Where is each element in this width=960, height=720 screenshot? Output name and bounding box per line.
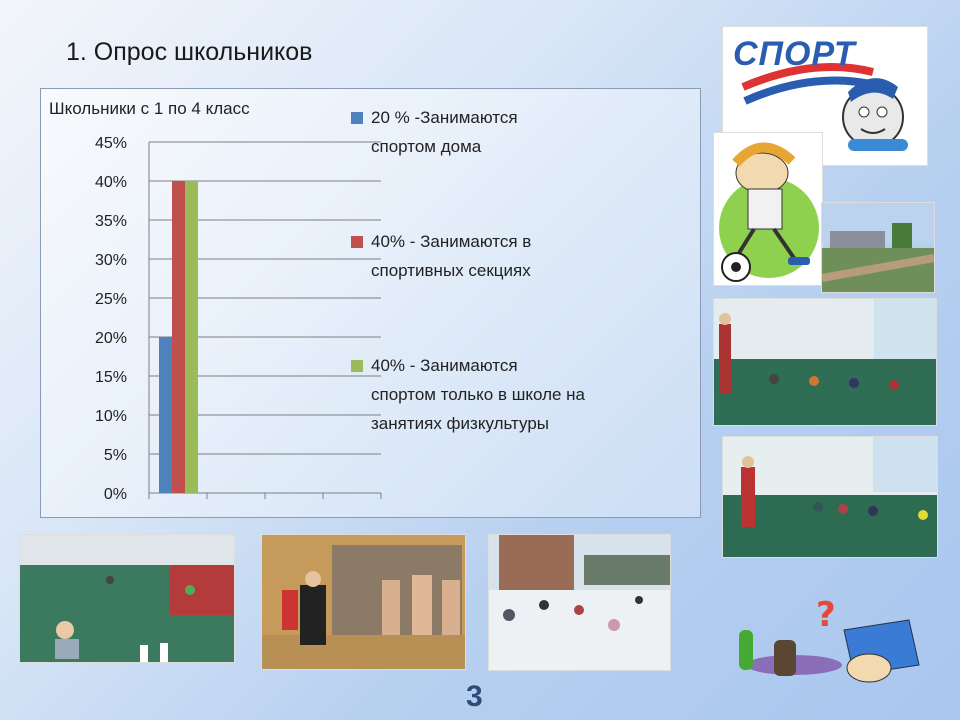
gym-floor-photo xyxy=(19,534,235,663)
y-tick-label: 20% xyxy=(94,330,127,347)
legend-swatch-sections xyxy=(351,236,363,248)
y-tick-label: 0% xyxy=(103,486,127,503)
girl-football-image xyxy=(713,132,823,286)
y-tick-label: 25% xyxy=(94,291,127,308)
legend-label-home: 20 % -Занимаются спортом дома xyxy=(371,108,518,156)
legend-swatch-school xyxy=(351,360,363,372)
y-tick-label: 35% xyxy=(94,213,127,230)
legend-label-sections: 40% - Занимаются в спортивных секциях xyxy=(371,232,532,280)
legend-swatch-home xyxy=(351,112,363,124)
slide-number: 3 xyxy=(466,680,483,713)
legend-item-sections xyxy=(371,227,586,285)
chart-title: Школьники с 1 по 4 класс xyxy=(49,99,250,118)
y-tick-label: 30% xyxy=(94,252,127,269)
gym-group-photo xyxy=(261,534,466,670)
legend-item-school xyxy=(371,351,586,438)
sport-logo-text: СПОРТ xyxy=(733,35,856,73)
legend-item-home xyxy=(371,103,586,161)
y-tick-label: 15% xyxy=(94,369,127,386)
legend-label-school: 40% - Занимаются спортом только в школе на занятиях физкультуры xyxy=(371,356,586,433)
bar-series-2 xyxy=(172,181,185,493)
sleeping-student-image xyxy=(734,590,930,690)
winter-outdoor-photo xyxy=(488,534,671,671)
stadium-photo xyxy=(821,202,935,293)
svg-text:?: ? xyxy=(816,595,836,635)
slide-title: 1. Опрос школьников xyxy=(66,38,313,66)
bar-chart xyxy=(40,88,701,518)
y-tick-label: 5% xyxy=(103,447,127,464)
gym-photo-2 xyxy=(722,436,938,558)
y-tick-label: 45% xyxy=(94,135,127,152)
gym-photo-1 xyxy=(713,298,937,426)
y-tick-label: 40% xyxy=(94,174,127,191)
bar-series-1 xyxy=(159,337,172,493)
bar-series-3 xyxy=(185,181,198,493)
y-tick-label: 10% xyxy=(94,408,127,425)
